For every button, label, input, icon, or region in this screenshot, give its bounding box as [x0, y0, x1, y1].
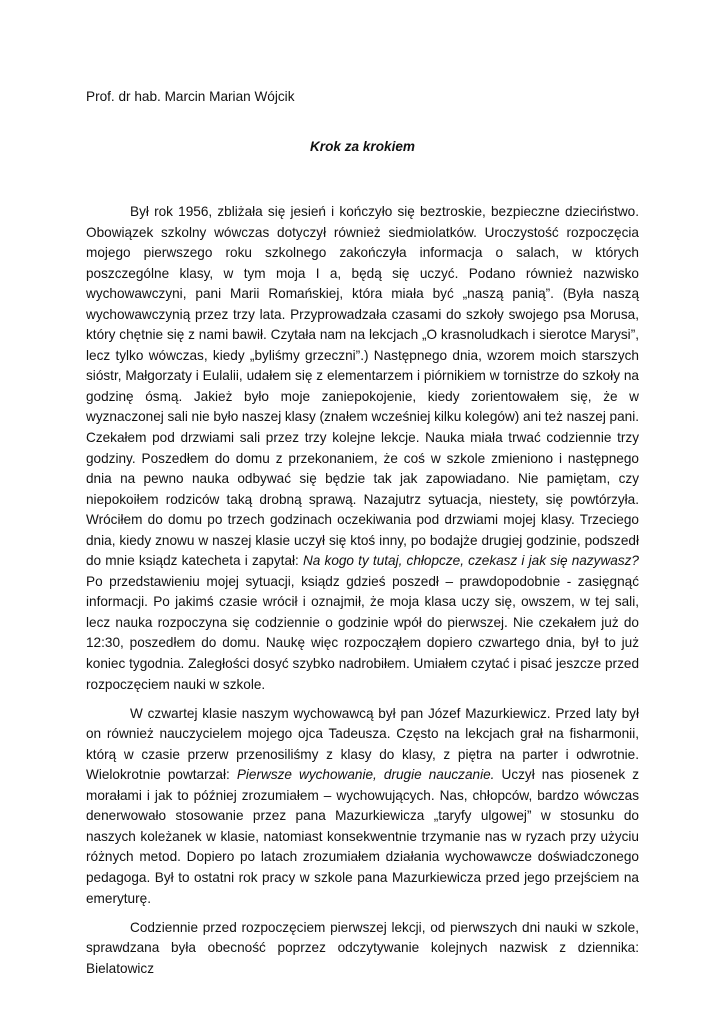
paragraph-1 — [86, 202, 639, 695]
author-line: Prof. dr hab. Marcin Marian Wójcik — [86, 89, 295, 104]
text-run: Po przedstawieniu mojej sytuacji, ksiądz gdzieś poszedł – prawdopodobnie - zasięgnąć informacji. Po jakimś czasie wrócił i oznajmił, że moja klasa uczy się, owszem, w tej sali, lecz nauka rozpoczyna się codziennie o godzinie wpół do pierwszej. Nie czekałem już do 12:30, poszedłem do domu. Naukę więc rozpocząłem dopiero czwartego dnia, był to już koniec tygodnia. Zaległości dosyć szybko nadrobiłem. Umiałem czytać i pisać jeszcze przed rozpoczęciem nauki w szkole. — [86, 573, 639, 692]
paragraph-2 — [86, 704, 639, 909]
italic-quote: Na kogo ty tutaj, chłopcze, czekasz i jak się nazywasz? — [302, 553, 639, 569]
italic-quote: Pierwsze wychowanie, drugie nauczanie. — [236, 767, 495, 783]
document-title: Krok za krokiem — [309, 139, 416, 154]
body-text — [86, 202, 639, 988]
text-run: Był rok 1956, zbliżała się jesień i kończyło się beztroskie, bezpieczne dzieciństwo. Obowiązek szkolny wówczas dotyczył również siedmiolatków. Uroczystość rozpoczęcia mojego pierwszego roku szkolnego zakończyła informacja o salach, w których poszczególne klasy, w tym moja I a, będą się uczyć. Podano również nazwisko wychowawczyni, pani Marii Romańskiej, która miała być „naszą panią”. (Była naszą wychowawczynią przez trzy lata. Przyprowadzała czasami do szkoły swojego psa Morusa, który chętnie się z nami bawił. Czytała nam na lekcjach „O krasnoludkach i sierotce Marysi”, lecz tylko wówczas, kiedy „byliśmy grzeczni”.) Następnego dnia, wzorem moich starszych sióstr, Małgorzaty i Eulalii, udałem się z elementarzem i piórnikiem w tornistrze do szkoły na godzinę ósmą. Jakież było moje zaniepokojenie, kiedy zorientowałem się, że w wyznaczonej sali nie było naszej klasy (znałem wcześniej kilku kolegów) ani też naszej pani. Czekałem pod drzwiami sali przez trzy kolejne lekcje. Nauka miała trwać codziennie trzy godziny. Poszedłem do domu z przekonaniem, że coś w szkole zmieniono i następnego dnia na pewno nauka odbywać się będzie tak jak zapowiadano. Nie pamiętam, czy niepokoiłem rodziców taką drobną sprawą. Nazajutrz sytuacja, niestety, się powtórzyła. Wróciłem do domu po trzech godzinach oczekiwania pod drzwiami mojej klasy. Trzeciego dnia, kiedy znowu w naszej klasie uczył się ktoś inny, po bodajże drugiej godzinie, podszedł do mnie ksiądz katecheta i zapytał: — [86, 204, 639, 569]
text-run: W czwartej klasie naszym wychowawcą był pan Józef Mazurkiewicz. Przed laty był on również nauczycielem mojego ojca Tadeusza. Często na lekcjach grał na fisharmonii, którą w czasie przerw przenosiliśmy z klasy do klasy, z piętra na parter i odwrotnie. Wielokrotnie powtarzał: — [86, 705, 639, 783]
paragraph-3 — [86, 918, 639, 980]
text-run: Codziennie przed rozpoczęciem pierwszej lekcji, od pierwszych dni nauki w szkole, sprawdzana była obecność poprzez odczytywanie kolejnych nazwisk z dziennika: Bielatowicz — [86, 919, 639, 976]
text-run: Uczył nas piosenek z morałami i jak to później zrozumiałem – wychowujących. Nas, chłopców, bardzo wówczas denerwowało stosowanie przez pana Mazurkiewicza „taryfy ulgowej” w stosunku do naszych koleżanek w klasie, natomiast konsekwentnie trzymanie nas w ryzach przy użyciu różnych metod. Dopiero po latach zrozumiałem działania wychowawcze doświadczonego pedagoga. Był to ostatni rok pracy w szkole pana Mazurkiewicza przed jego przejściem na emeryturę. — [86, 767, 639, 906]
